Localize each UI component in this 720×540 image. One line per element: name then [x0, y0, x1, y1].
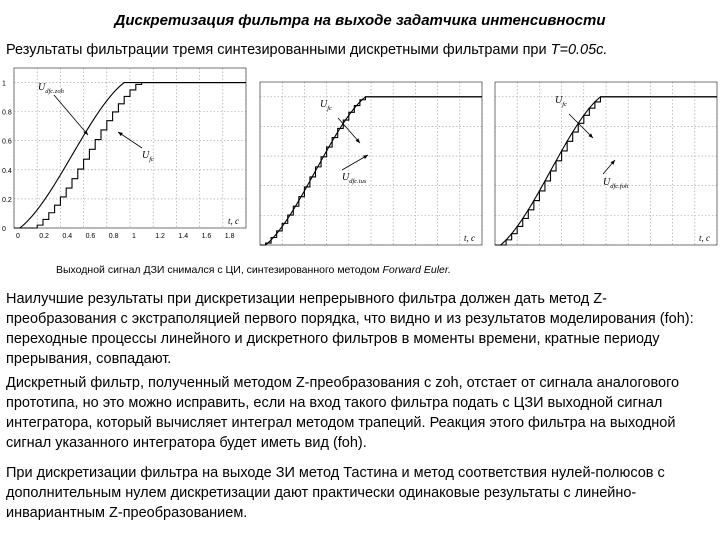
- annotation-label: $U_{dfc.zoh}$: [38, 82, 64, 95]
- y-tick-label: 0.2: [2, 196, 12, 204]
- x-axis-label: t, c: [464, 233, 475, 243]
- chart-tustin-svg: [250, 60, 485, 260]
- x-tick-label: 1.8: [224, 233, 235, 240]
- x-axis-label: t, c: [228, 216, 239, 226]
- annotation-label: $U_{fc}$: [320, 99, 332, 112]
- annotation-label: $U_{dfc.tus}$: [342, 172, 367, 185]
- x-tick-label: 0.2: [39, 233, 49, 240]
- y-tick-label: 1: [2, 80, 6, 88]
- annotation-subscript: fc: [562, 101, 567, 108]
- x-tick-label: 0.4: [62, 233, 73, 240]
- caption-text: Выходной сигнал ДЗИ снимался с ЦИ, синтезированного методом: [56, 264, 383, 276]
- x-tick-label: 1.6: [201, 233, 212, 240]
- subtitle-param: T=0.05c.: [550, 42, 608, 58]
- annotation-subscript: fc: [327, 105, 332, 112]
- chart-caption: [56, 264, 451, 276]
- paragraph-1: Наилучшие результаты при дискретизации непрерывного фильтра должен дать метод Z-преобразования с экстраполяцией первого порядка, что видно и из результатов моделирования (foh): переходные процессы линейного и дискретного фильтров в моменты времени, кратные периоду прерывания, совпадают.: [6, 291, 694, 367]
- annotation-label: $U_{fc}$: [555, 95, 567, 108]
- annotation-arrowhead: [118, 132, 123, 136]
- x-tick-label: 1: [132, 233, 136, 240]
- paragraph-2: Дискретный фильтр, полученный методом Z-преобразования с zoh, отстает от сигнала аналогового прототипа, но это можно исправить, если на вход такого фильтра подать с ЦЗИ выходной сигнал интегратора, который вычисляет интеграл методом трапеций. Реакция этого фильтра на выходной сигнал указанного интегратора будет иметь вид (foh).: [6, 375, 680, 451]
- annotation-subscript: dfc.zoh: [45, 88, 64, 95]
- grid: [260, 82, 482, 245]
- y-tick-label: 0.4: [2, 167, 12, 175]
- annotation-arrow: [54, 95, 88, 135]
- x-tick-label: 0.6: [85, 233, 96, 240]
- paragraph-3: При дискретизации фильтра на выходе ЗИ метод Тастина и метод соответствия нулей-полюсов с дополнительным нулем дискретизации дают практически одинаковые результаты с линейно-инвариантным Z-преобразованием.: [6, 465, 665, 521]
- chart-foh: [485, 60, 720, 260]
- chart-zoh-svg: [0, 60, 250, 260]
- annotation-subscript: dfc.tus: [349, 178, 367, 185]
- x-tick-label: 0.8: [108, 233, 119, 240]
- y-tick-label: 0.8: [2, 109, 12, 117]
- y-tick-label: 0.6: [2, 138, 12, 146]
- chart-tustin: [250, 60, 485, 260]
- chart-zoh: [0, 60, 250, 260]
- annotation-label: $U_{fc}$: [142, 150, 154, 163]
- subtitle-text: Результаты фильтрации тремя синтезированными дискретными фильтрами при: [6, 42, 551, 58]
- y-tick-label: 0: [2, 226, 6, 233]
- x-tick-label: 0: [16, 233, 20, 240]
- x-tick-label: 1.2: [155, 233, 165, 240]
- x-axis-label: t, c: [699, 233, 710, 243]
- page-title: Дискретизация фильтра на выходе задатчика интенсивности: [114, 12, 606, 29]
- charts-row: [0, 60, 720, 260]
- annotation-subscript: dfc.foh: [610, 183, 629, 190]
- annotation-subscript: fc: [149, 156, 154, 163]
- caption-method: Forward Euler.: [382, 264, 451, 276]
- grid: [495, 82, 717, 245]
- chart-foh-svg: [485, 60, 720, 260]
- annotation-label: $U_{dfc.foh}$: [603, 177, 629, 190]
- subtitle: [6, 42, 718, 58]
- x-tick-label: 1.4: [178, 233, 189, 240]
